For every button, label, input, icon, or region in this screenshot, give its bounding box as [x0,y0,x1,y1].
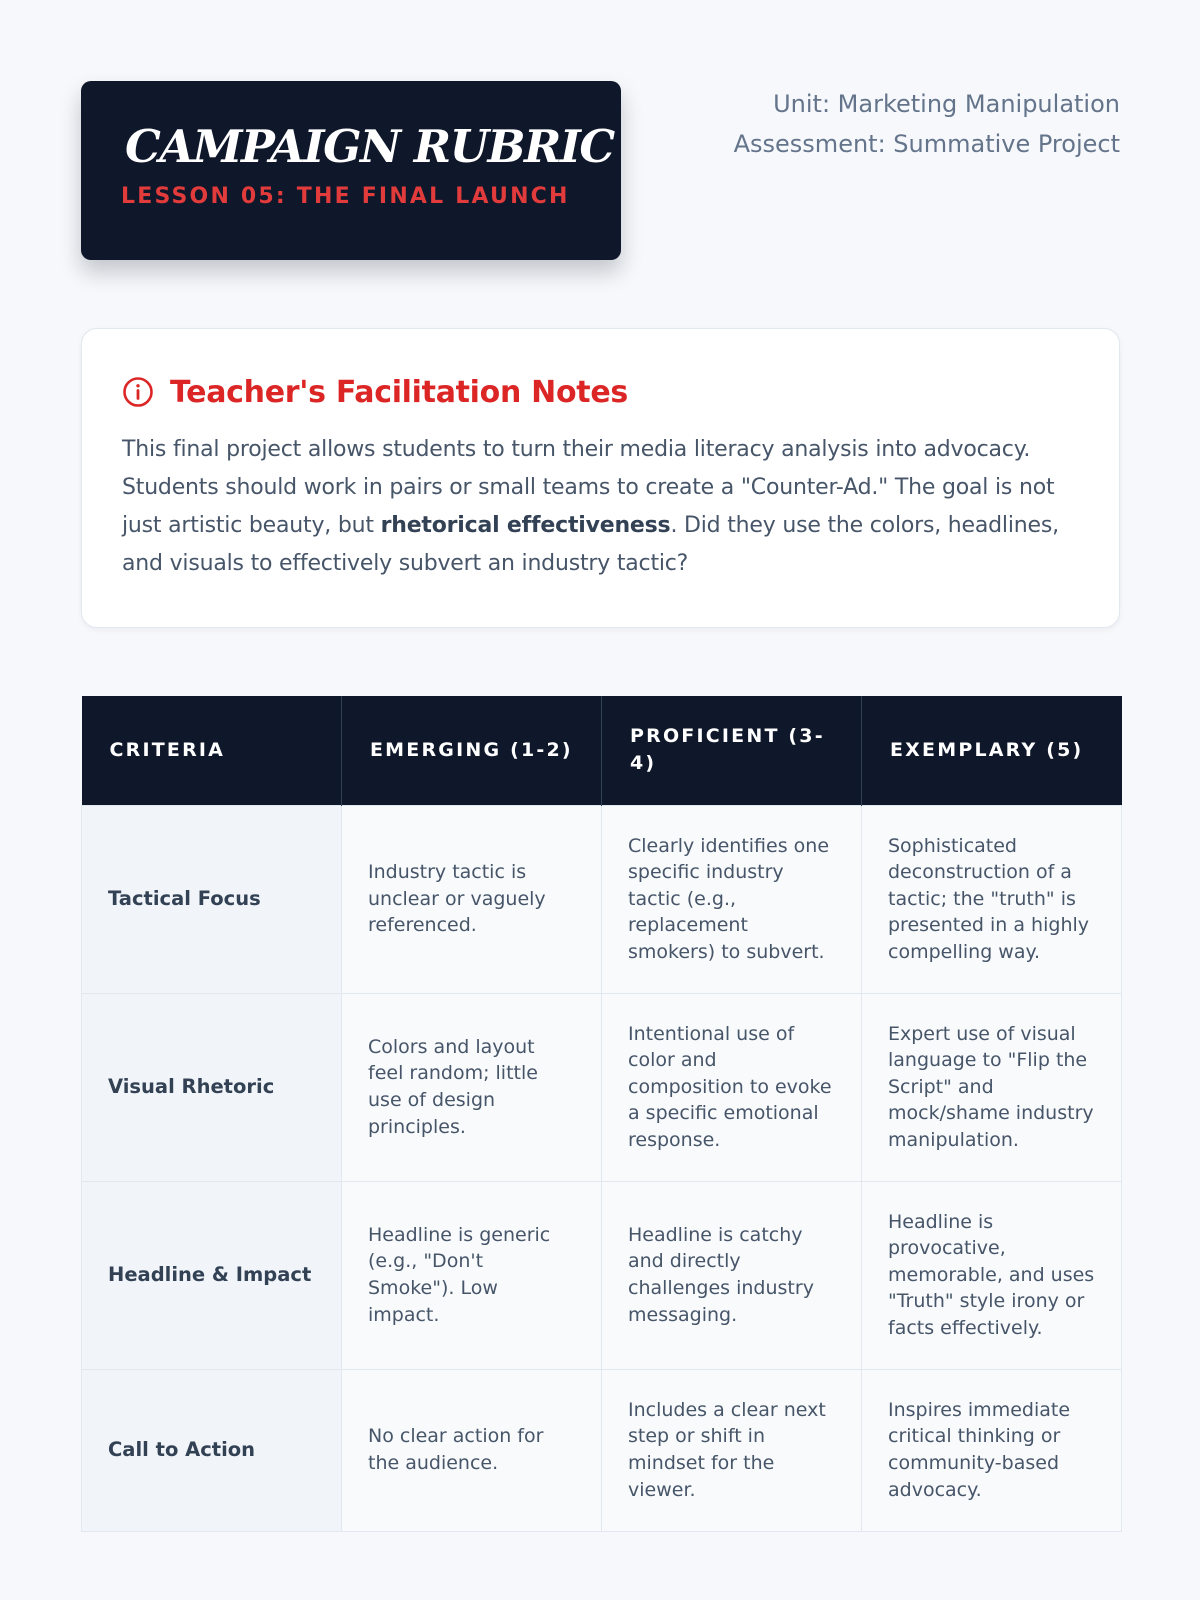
facilitation-notes-card [81,328,1120,628]
emerging-cell: Headline is generic (e.g., "Don't Smoke"). Low impact. [342,1181,602,1369]
notes-title: Teacher's Facilitation Notes [170,374,628,410]
header-proficient: PROFICIENT (3-4) [602,696,862,805]
proficient-cell: Includes a clear next step or shift in mindset for the viewer. [602,1369,862,1531]
notes-body-closing: . Did they use the colors, headlines, and visuals to effectively subvert an industry tactic? [122,513,1059,576]
notes-body-emphasis: rhetorical effectiveness [380,513,671,538]
proficient-cell: Intentional use of color and composition to evoke a specific emotional response. [602,993,862,1181]
exemplary-cell: Headline is provocative, memorable, and uses "Truth" style irony or facts effectively. [862,1181,1122,1369]
proficient-cell: Headline is catchy and directly challenges industry messaging. [602,1181,862,1369]
notes-body-intro: This final project allows students to turn their media literacy analysis into advocacy. Students should work in pairs or small teams to create a "Counter-Ad." The goal is not just artistic beauty, but [122,437,1055,538]
header-criteria: CRITERIA [82,696,342,805]
page-title: CAMPAIGN RUBRIC [125,120,614,173]
exemplary-cell: Expert use of visual language to "Flip the Script" and mock/shame industry manipulation. [862,993,1122,1181]
assessment-label: Assessment: Summative Project [733,130,1120,158]
notes-body [122,431,1079,583]
table-row [82,993,1122,1181]
criteria-cell: Visual Rhetoric [82,993,342,1181]
table-row [82,1181,1122,1369]
header-emerging: EMERGING (1-2) [342,696,602,805]
proficient-cell: Clearly identifies one specific industry tactic (e.g., replacement smokers) to subvert. [602,805,862,993]
unit-label: Unit: Marketing Manipulation [773,90,1120,118]
title-card [81,81,621,260]
rubric-table [81,696,1122,1532]
exemplary-cell: Sophisticated deconstruction of a tactic; the "truth" is presented in a highly compelling way. [862,805,1122,993]
notes-header [122,367,1079,417]
emerging-cell: No clear action for the audience. [342,1369,602,1531]
emerging-cell: Colors and layout feel random; little use of design principles. [342,993,602,1181]
exemplary-cell: Inspires immediate critical thinking or community-based advocacy. [862,1369,1122,1531]
info-icon [122,376,154,408]
table-row [82,1369,1122,1531]
criteria-cell: Headline & Impact [82,1181,342,1369]
criteria-cell: Tactical Focus [82,805,342,993]
table-header-row [82,696,1122,805]
header-exemplary: EXEMPLARY (5) [862,696,1122,805]
assessment-meta [734,84,1120,164]
criteria-cell: Call to Action [82,1369,342,1531]
emerging-cell: Industry tactic is unclear or vaguely referenced. [342,805,602,993]
lesson-subtitle: LESSON 05: THE FINAL LAUNCH [121,184,570,209]
table-row [82,805,1122,993]
